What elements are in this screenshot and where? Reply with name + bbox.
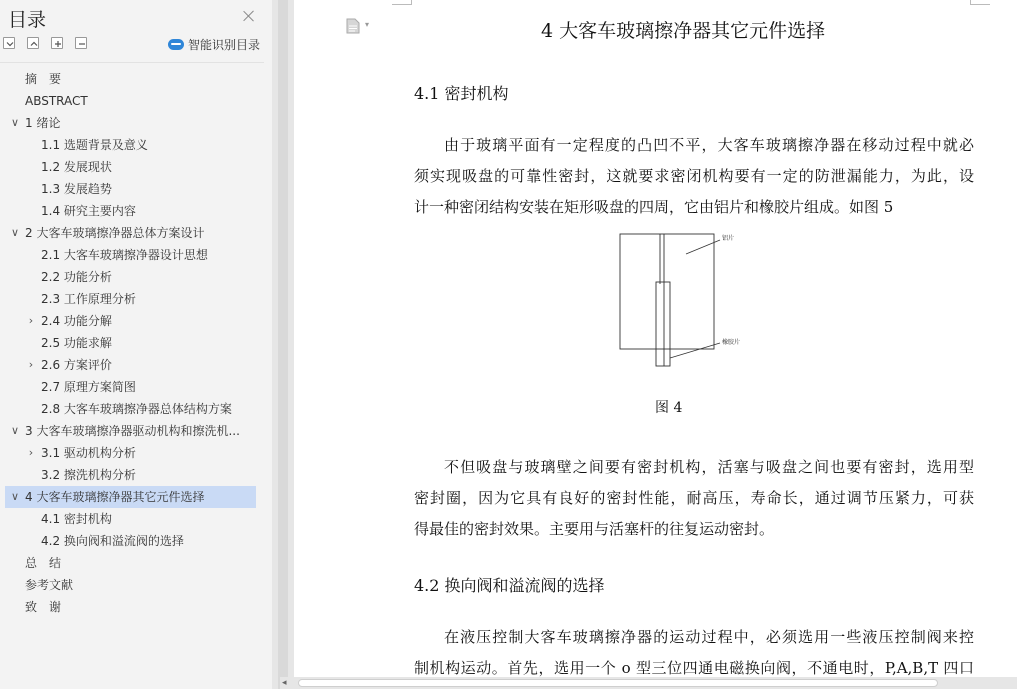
toc-item[interactable] xyxy=(5,376,256,398)
toc-item-label: 1.1 选题背景及意义 xyxy=(41,138,148,152)
toc-item-label: 总 结 xyxy=(25,556,62,570)
toc-item[interactable] xyxy=(5,508,256,530)
toc-item-label: 2.6 方案评价 xyxy=(41,358,112,372)
paragraph-line: 在液压控制大客车玻璃擦净器的运动过程中，必须选用一些液压控制阀来控 xyxy=(444,628,974,646)
toc-item-label: 2.2 功能分析 xyxy=(41,270,112,284)
paragraph-line: 由于玻璃平面有一定程度的凸凹不平，大客车玻璃擦净器在移动过程中就必 xyxy=(444,136,974,154)
toc-item[interactable] xyxy=(5,134,256,156)
toc-item[interactable] xyxy=(5,200,256,222)
sidebar-divider xyxy=(0,62,264,63)
toc-item[interactable] xyxy=(5,244,256,266)
remove-heading-icon[interactable] xyxy=(75,37,87,49)
toc-item[interactable] xyxy=(5,156,256,178)
toc-item-label: 摘 要 xyxy=(25,72,62,86)
smart-toc-label: 智能识别目录 xyxy=(188,37,261,52)
toc-item[interactable] xyxy=(5,112,256,134)
chapter-title: 4 大客车玻璃擦净器其它元件选择 xyxy=(541,20,826,42)
toc-item-label: 4.2 换向阀和溢流阀的选择 xyxy=(41,534,184,548)
page-corner-mark xyxy=(392,0,412,5)
figure-caption: 图 4 xyxy=(655,400,683,416)
toc-item-label: 4.1 密封机构 xyxy=(41,512,112,526)
toc-item[interactable] xyxy=(5,310,256,332)
toc-item[interactable] xyxy=(5,354,256,376)
chevron-down-icon[interactable]: ∨ xyxy=(10,226,20,239)
section-heading: 4.2 换向阀和溢流阀的选择 xyxy=(414,576,605,595)
toc-item[interactable] xyxy=(5,90,256,112)
toc-item[interactable] xyxy=(5,288,256,310)
toc-item[interactable] xyxy=(5,530,256,552)
toc-item-label: 2 大客车玻璃擦净器总体方案设计 xyxy=(25,226,205,240)
toc-item[interactable] xyxy=(5,398,256,420)
paragraph xyxy=(414,452,974,545)
figure-label-rubber: 橡胶片 xyxy=(722,339,741,346)
section-heading: 4.1 密封机构 xyxy=(414,84,509,103)
paragraph-line: 得最佳的密封效果。主要用与活塞杆的往复运动密封。 xyxy=(414,520,775,538)
chevron-right-icon[interactable]: › xyxy=(28,314,34,327)
close-icon[interactable] xyxy=(242,9,256,23)
chevron-down-icon[interactable]: ∨ xyxy=(10,116,20,129)
paragraph xyxy=(414,130,974,223)
chevron-down-icon[interactable]: ∨ xyxy=(10,490,20,503)
toc-item[interactable] xyxy=(5,222,256,244)
document-icon[interactable] xyxy=(346,18,360,34)
toc-item[interactable] xyxy=(5,464,256,486)
horizontal-scrollbar[interactable] xyxy=(280,677,1017,689)
seal-diagram-figure xyxy=(612,228,752,368)
toc-item[interactable] xyxy=(5,552,256,574)
paragraph-line: 不但吸盘与玻璃壁之间要有密封机构，活塞与吸盘之间也要有密封，选用型 xyxy=(444,458,974,476)
toc-item-label: 4 大客车玻璃擦净器其它元件选择 xyxy=(25,490,205,504)
expand-all-icon[interactable] xyxy=(27,37,39,49)
toc-item-label: 1 绪论 xyxy=(25,116,61,130)
toc-item-label: 1.2 发展现状 xyxy=(41,160,112,174)
toc-item-label: 2.4 功能分解 xyxy=(41,314,112,328)
toc-item-label: 2.7 原理方案简图 xyxy=(41,380,136,394)
toc-item[interactable] xyxy=(5,574,256,596)
toc-sidebar xyxy=(0,0,272,689)
toc-item-label: 2.1 大客车玻璃擦净器设计思想 xyxy=(41,248,208,262)
toc-item[interactable] xyxy=(5,266,256,288)
toc-item[interactable] xyxy=(5,596,256,618)
smart-toc-icon xyxy=(168,39,184,50)
collapse-all-icon[interactable] xyxy=(3,37,15,49)
paragraph-line: 须实现吸盘的可靠性密封，这就要求密闭机构要有一定的防泄漏能力，为此，设 xyxy=(414,167,974,185)
toc-item-label: 参考文献 xyxy=(25,578,74,592)
chevron-right-icon[interactable]: › xyxy=(28,358,34,371)
scroll-left-icon[interactable]: ◂ xyxy=(282,678,287,688)
toc-item-label: 3.2 擦洗机构分析 xyxy=(41,468,136,482)
toc-item-label: 3.1 驱动机构分析 xyxy=(41,446,136,460)
toc-item-label: 2.5 功能求解 xyxy=(41,336,112,350)
chevron-down-icon[interactable]: ∨ xyxy=(10,424,20,437)
sidebar-title: 目录 xyxy=(8,9,47,31)
toc-item-label: 1.3 发展趋势 xyxy=(41,182,112,196)
horizontal-scrollbar-thumb[interactable] xyxy=(298,679,938,687)
paragraph-line: 计一种密闭结构安装在矩形吸盘的四周，它由铝片和橡胶片组成。如图 5 xyxy=(414,198,894,216)
figure-label-aluminum: 铝片 xyxy=(722,235,735,242)
page-corner-mark xyxy=(970,0,990,5)
paragraph-line: 密封圈，因为它具有良好的密封性能，耐高压，寿命长，通过调节压紧力，可获 xyxy=(414,489,974,507)
toc-item[interactable] xyxy=(5,420,256,442)
toc-item[interactable] xyxy=(5,68,256,90)
chevron-right-icon[interactable]: › xyxy=(28,446,34,459)
add-heading-icon[interactable] xyxy=(51,37,63,49)
paragraph-line: 制机构运动。首先，选用一个 o 型三位四通电磁换向阀，不通电时，P,A,B,T 四口 xyxy=(414,659,974,677)
toc-item-label: 2.3 工作原理分析 xyxy=(41,292,136,306)
toc-item[interactable] xyxy=(5,178,256,200)
paragraph xyxy=(414,622,974,684)
chevron-down-icon[interactable]: ▾ xyxy=(365,20,370,29)
toc-item-label: 2.8 大客车玻璃擦净器总体结构方案 xyxy=(41,402,232,416)
toc-item[interactable] xyxy=(5,332,256,354)
toc-item-label: ABSTRACT xyxy=(25,94,88,108)
toc-item[interactable] xyxy=(5,486,256,508)
toc-item-label: 致 谢 xyxy=(25,600,62,614)
smart-toc-button[interactable] xyxy=(168,36,260,52)
toc-item-label: 3 大客车玻璃擦净器驱动机构和擦洗机... xyxy=(25,424,240,438)
toc-item[interactable] xyxy=(5,442,256,464)
toc-item-label: 1.4 研究主要内容 xyxy=(41,204,136,218)
document-page xyxy=(294,0,1017,689)
sidebar-scrollbar-thumb[interactable] xyxy=(278,0,288,689)
sidebar-scrollbar[interactable] xyxy=(272,0,294,689)
